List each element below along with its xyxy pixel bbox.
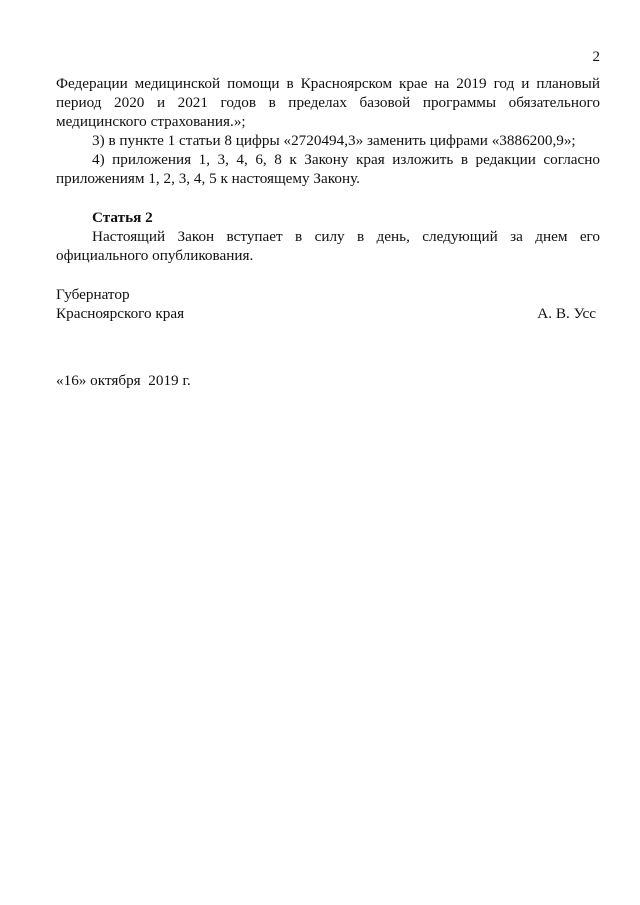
page-number: 2 bbox=[592, 49, 600, 65]
signatory-position-line-1: Губернатор bbox=[56, 286, 130, 303]
signature-block bbox=[56, 285, 600, 323]
list-item-4: 4) приложения 1, 3, 4, 6, 8 к Закону края изложить в редакции согласно приложениям 1, 2, 3, 4, 5 к настоящему Закону. bbox=[56, 151, 600, 187]
article-2-title: Статья 2 bbox=[92, 209, 153, 226]
article-2-text: Настоящий Закон вступает в силу в день, следующий за днем его официального опубликования. bbox=[56, 228, 600, 264]
list-item-3: 3) в пункте 1 статьи 8 цифры «2720494,3» заменить цифрами «3886200,9»; bbox=[92, 132, 576, 149]
signature-row bbox=[56, 304, 600, 323]
paragraph-continuation: Федерации медицинской помощи в Красноярском крае на 2019 год и плановый период 2020 и 2021 годов в пределах базовой программы обязательного медицинского страхования.»; bbox=[56, 75, 600, 130]
signatory-position-line-2: Красноярского края bbox=[56, 305, 185, 322]
document-body bbox=[56, 74, 600, 265]
signatory-name: А. В. Усс bbox=[537, 305, 596, 322]
document-date: «16» октября 2019 г. bbox=[56, 372, 191, 389]
